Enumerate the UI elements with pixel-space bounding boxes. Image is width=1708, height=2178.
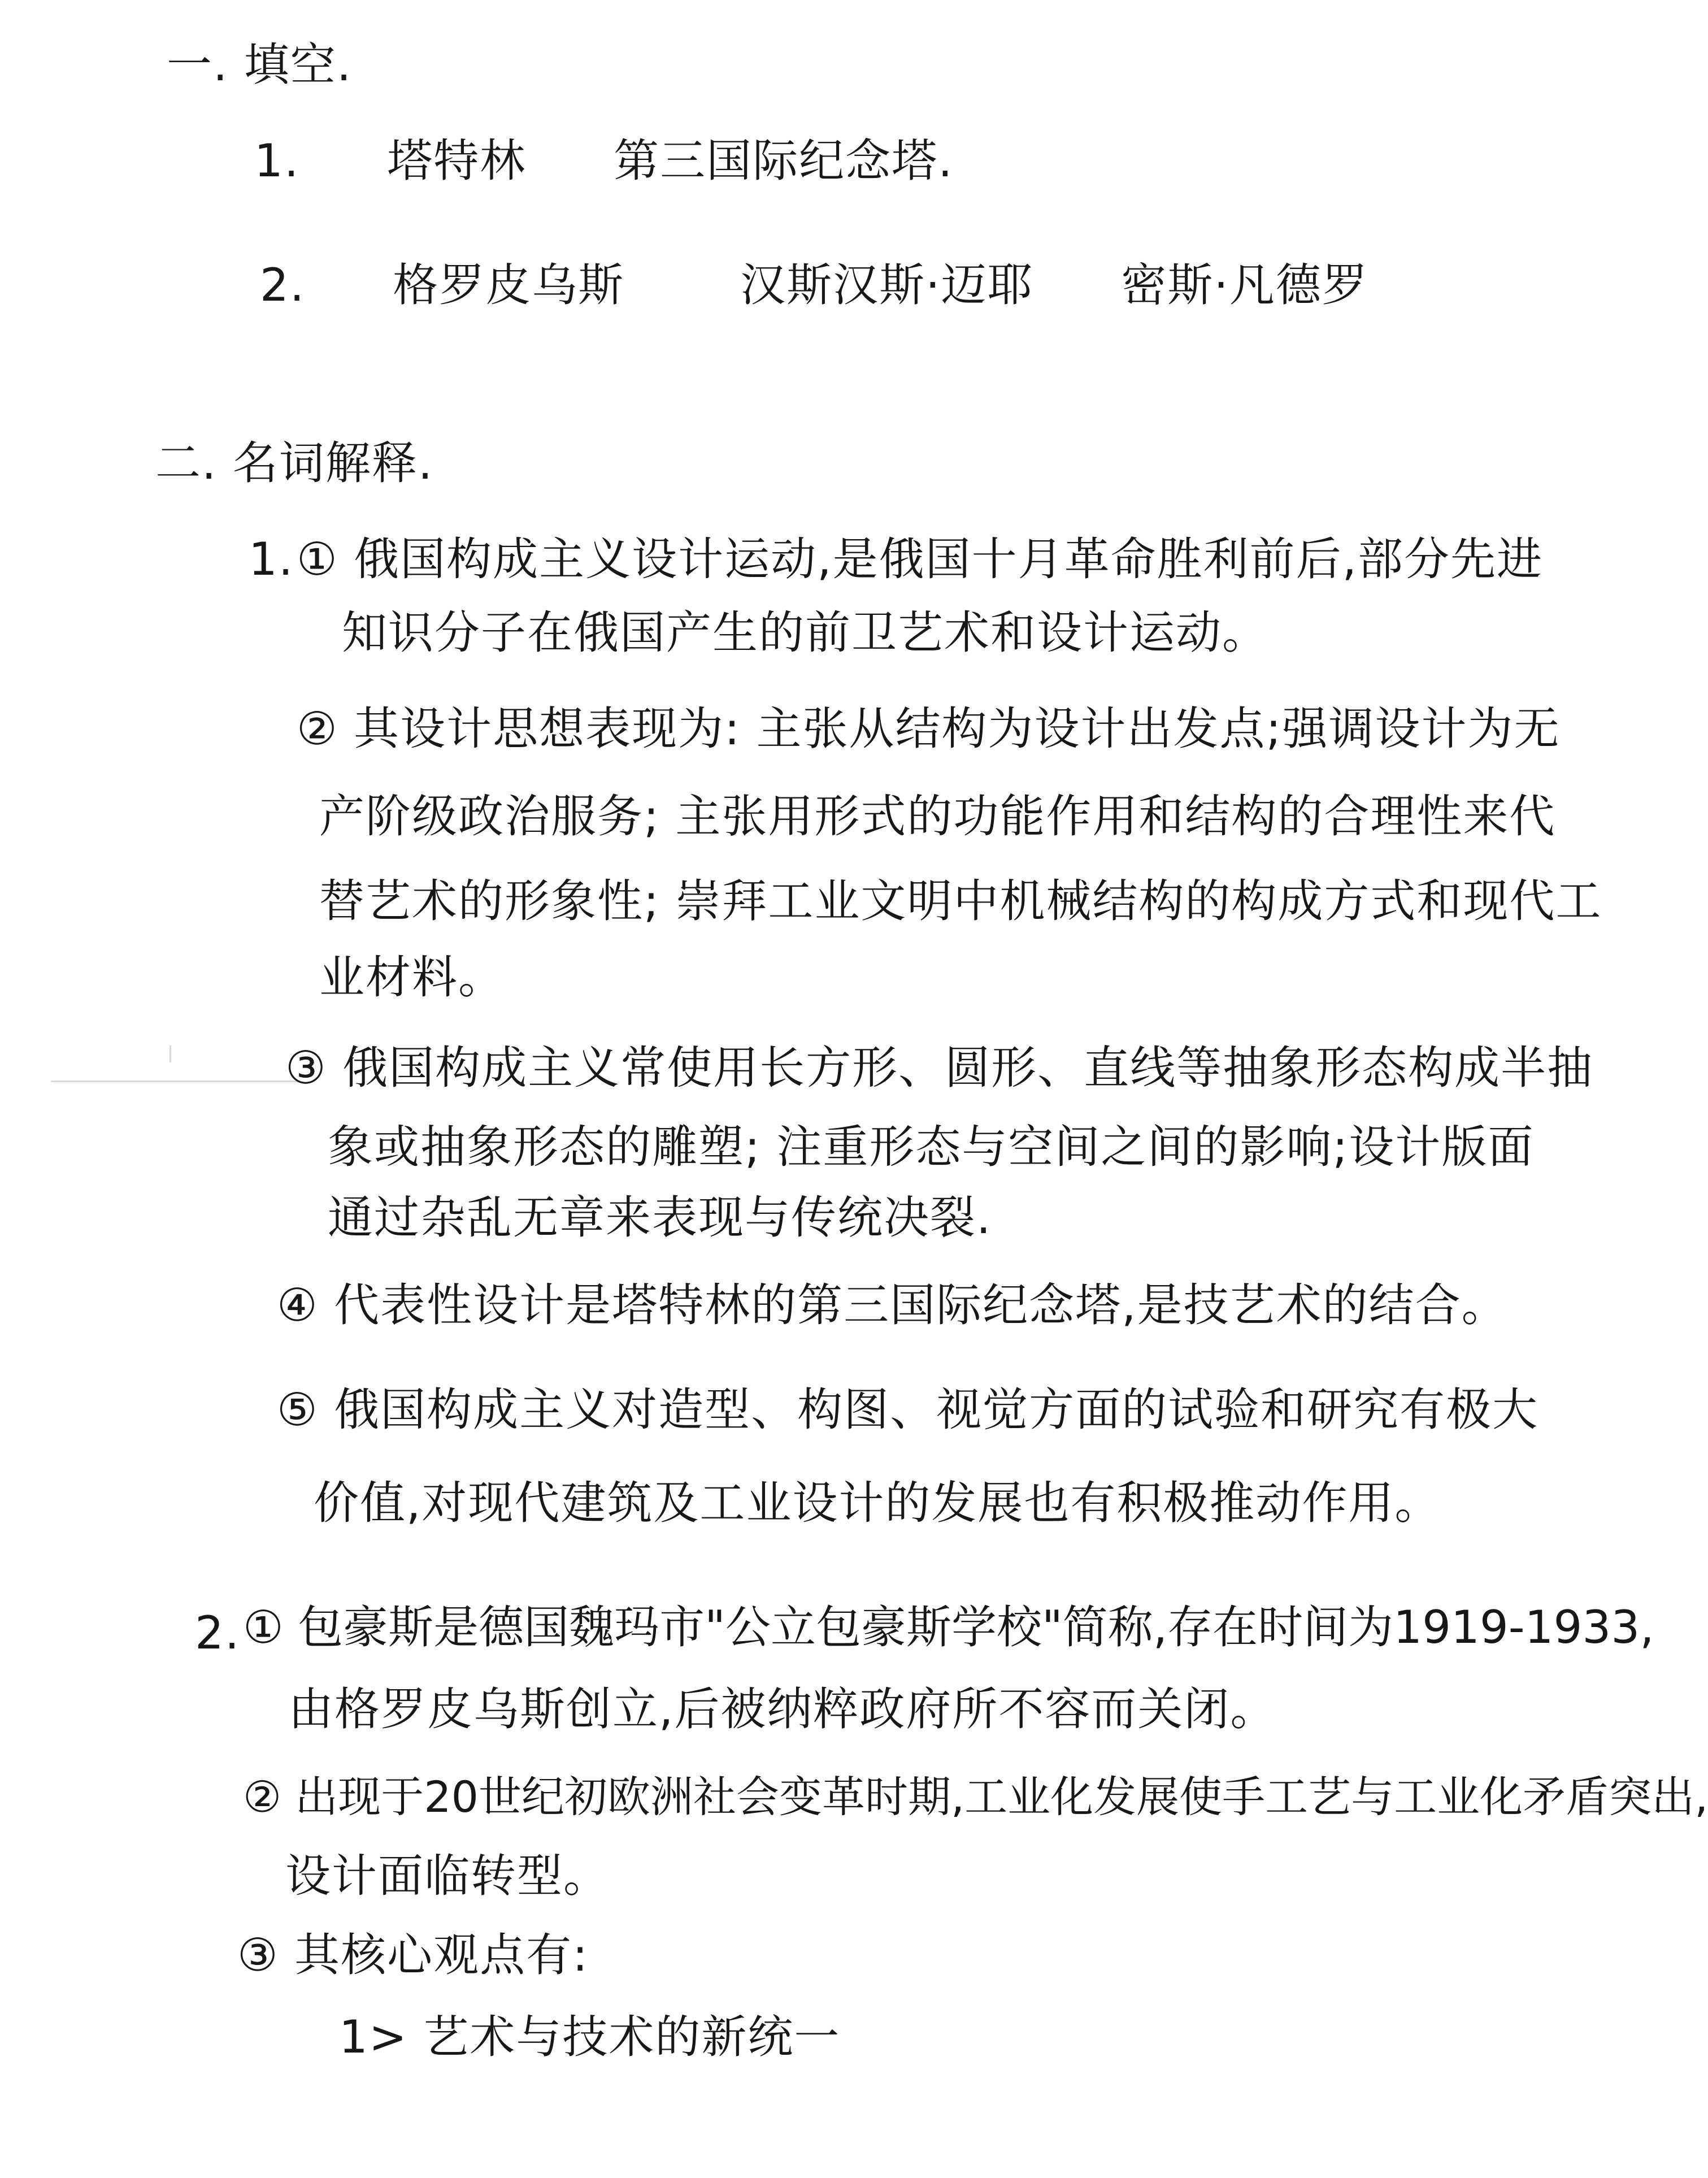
term-2-p2-line1: ② 出现于20世纪初欧洲社会变革时期,工业化发展使手工艺与工业化矛盾突出, — [243, 1772, 1708, 1822]
term-2-p1-line2: 由格罗皮乌斯创立,后被纳粹政府所不容而关闭。 — [288, 1683, 1277, 1736]
term-1-p5-line1: ⑤ 俄国构成主义对造型、构图、视觉方面的试验和研究有极大 — [277, 1383, 1539, 1436]
term-1-p2-line1: ② 其设计思想表现为: 主张从结构为设计出发点;强调设计为无 — [297, 702, 1561, 755]
fill-in-q1-answer-1: 塔特林 — [387, 135, 527, 187]
fill-in-q2-answer-3: 密斯·凡德罗 — [1121, 259, 1368, 311]
section-heading-terms: 二. 名词解释. — [155, 437, 434, 489]
term-2-p2-line2: 设计面临转型。 — [285, 1850, 610, 1902]
fill-in-q1-answer-2: 第三国际纪念塔. — [614, 135, 954, 187]
term-2-p1-line1: ① 包豪斯是德国魏玛市"公立包豪斯学校"简称,存在时间为1919-1933, — [243, 1601, 1654, 1654]
fill-in-q2-answer-2: 汉斯汉斯·迈耶 — [740, 259, 1034, 311]
term-2-p3-sub1: 1> 艺术与技术的新统一 — [339, 2011, 841, 2063]
term-2-number: 2. — [195, 1607, 241, 1659]
section-heading-fill-in: 一. 填空. — [167, 38, 353, 91]
term-1-p3-line1: ③ 俄国构成主义常使用长方形、圆形、直线等抽象形态构成半抽 — [285, 1042, 1594, 1094]
term-1-p1-line2: 知识分子在俄国产生的前卫艺术和设计运动。 — [342, 606, 1268, 659]
faint-margin-tick — [170, 1045, 171, 1062]
term-1-p1-line1: ① 俄国构成主义设计运动,是俄国十月革命胜利前后,部分先进 — [297, 533, 1544, 585]
term-1-p5-line2: 价值,对现代建筑及工业设计的发展也有积极推动作用。 — [314, 1477, 1441, 1529]
term-2-p3-line1: ③ 其核心观点有: — [237, 1929, 589, 1981]
term-1-number: 1. — [249, 533, 294, 585]
fill-in-q2-answer-1: 格罗皮乌斯 — [393, 259, 625, 311]
term-1-p2-line2: 产阶级政治服务; 主张用形式的功能作用和结构的合理性来代 — [319, 790, 1556, 843]
fill-in-q1-row — [254, 133, 954, 189]
term-1-p4-line1: ④ 代表性设计是塔特林的第三国际纪念塔,是技艺术的结合。 — [277, 1279, 1508, 1331]
term-1-p2-line3: 替艺术的形象性; 崇拜工业文明中机械结构的构成方式和现代工 — [319, 875, 1602, 927]
term-1-p3-line2: 象或抽象形态的雕塑; 注重形态与空间之间的影响;设计版面 — [328, 1121, 1535, 1173]
fill-in-q2-row — [260, 257, 1368, 314]
fill-in-q2-number: 2. — [260, 259, 306, 311]
faint-margin-line — [51, 1081, 299, 1082]
term-1-p2-line4: 业材料。 — [319, 951, 505, 1004]
term-1-p3-line3: 通过杂乱无章来表现与传统决裂. — [328, 1191, 992, 1244]
fill-in-q1-number: 1. — [254, 135, 300, 187]
